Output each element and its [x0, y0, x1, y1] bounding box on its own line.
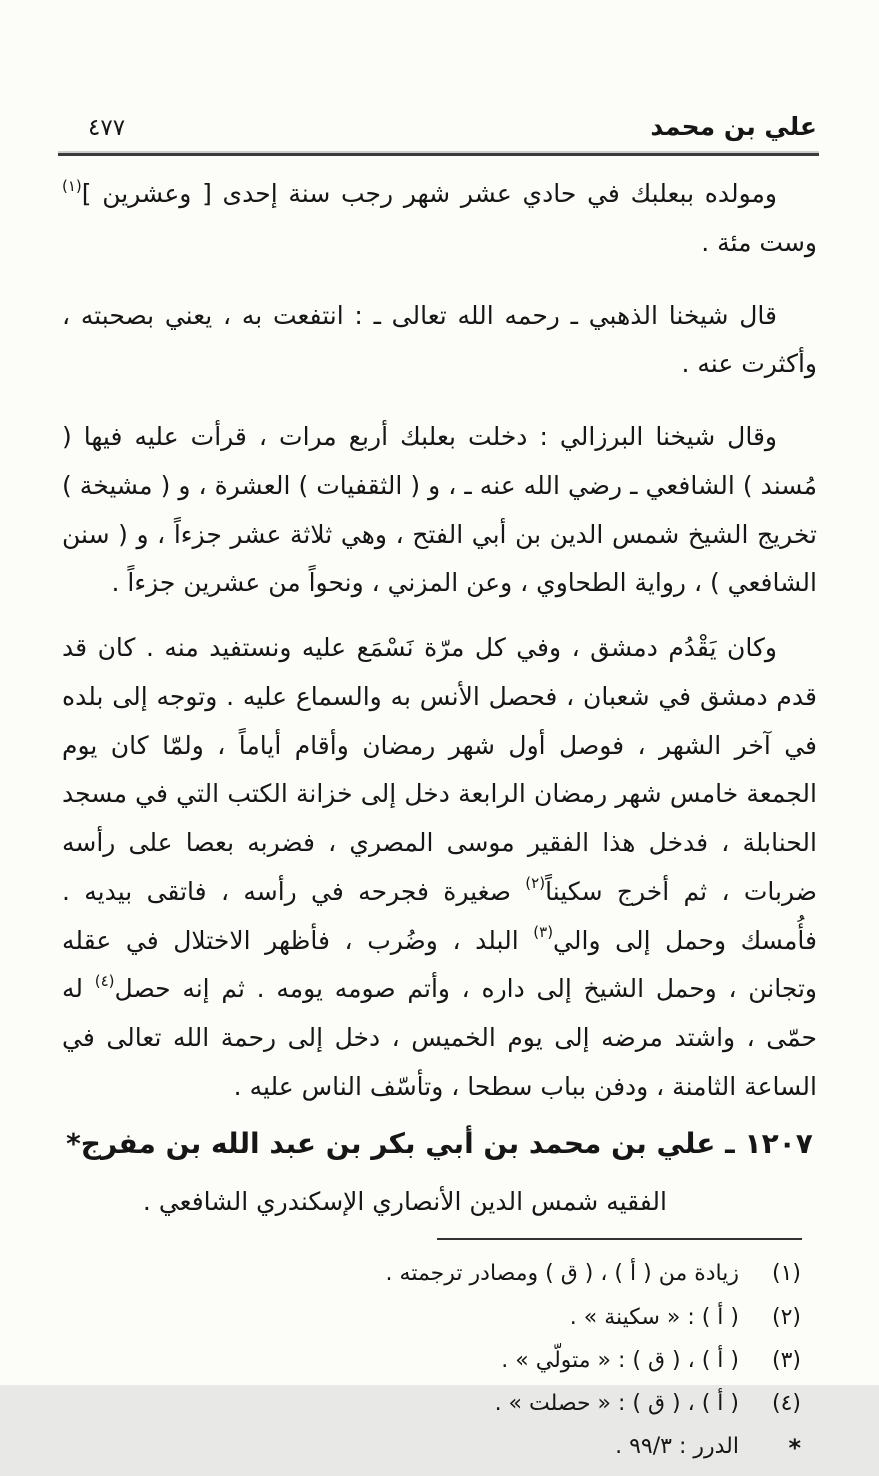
- paragraph: وكان يَقْدُم دمشق ، وفي كل مرّة نَسْمَع عليه ونستفيد منه . كان قد قدم دمشق في شعبان ، فحصل الأنس به والسماع عليه . وتوجه إلى بلده في آخر الشهر ، فوصل أول شهر رمضان وأقام أياماً ، ولمّا كان يوم الجمعة خامس شهر رمضان الرابعة دخل إلى خزانة الكتب التي في مسجد الحنابلة ، فدخل هذا الفقير موسى المصري ، فضربه بعصا على رأسه ضربات ، ثم أخرج سكيناً$^{(٢)}$ صغيرة فجرحه في رأسه ، فاتقى بيديه . فأُمسك وحمل إلى والي$^{(٣)}$ البلد ، وضُرب ، فأظهر الاختلال في عقله وتجانن ، وحمل الشيخ إلى داره ، وأتم صومه يومه . ثم إنه حصل$^{(٤)}$ له حمّى ، واشتد مرضه إلى يوم الخميس ، دخل إلى رحمة الله تعالى في الساعة الثامنة ، ودفن بباب سطحا ، وتأسّف الناس عليه .: [62, 633, 818, 1101]
- footnote-text: الدرر : ٩٩/٣ .: [615, 1434, 739, 1460]
- paragraph: ومولده ببعلبك في حادي عشر شهر رجب سنة إحدى [ وعشرين ]$^{(١)}$ وست مئة .: [62, 176, 817, 257]
- footnote-text: ( أ ) ، ( ق ) : « متولّي » .: [501, 1347, 739, 1373]
- footnote-row: [62, 1386, 801, 1422]
- footnote-row: [62, 1343, 801, 1379]
- footnote-number: (٢): [771, 1304, 801, 1330]
- footnote-text: ( أ ) ، ( ق ) : « حصلت » .: [494, 1391, 739, 1417]
- footnote-reference-marker: (١): [62, 176, 82, 195]
- page-content: [62, 170, 817, 1476]
- running-header-title: علي بن محمد: [650, 112, 817, 141]
- body-paragraphs: [62, 170, 817, 1112]
- entry-subheading: الفقيه شمس الدين الأنصاري الإسكندري الشافعي .: [142, 1187, 667, 1217]
- footnote-row: [62, 1429, 801, 1469]
- footnote-reference-marker: (٤): [94, 971, 115, 990]
- paragraph: قال شيخنا الذهبي ـ رحمه الله تعالى ـ : انتفعت به ، يعني بصحبته ، وأكثرت عنه .: [62, 300, 817, 379]
- footnote-reference-marker: (٢): [525, 874, 546, 893]
- footnote-text: زيادة من ( أ ) ، ( ق ) ومصادر ترجمته .: [385, 1261, 739, 1287]
- footnote-number: (٤): [771, 1391, 801, 1417]
- footnote-number: (٣): [771, 1347, 801, 1373]
- footnote-text: ( أ ) : « سكينة » .: [569, 1304, 739, 1330]
- header-rule: [58, 153, 819, 156]
- footnotes-list: [62, 1256, 817, 1469]
- running-header: [62, 112, 817, 141]
- footnote-reference-marker: (٣): [533, 923, 554, 942]
- page-number: ٤٧٧: [88, 115, 126, 141]
- entry-heading: ١٢٠٧ ـ علي بن محمد بن أبي بكر بن عبد الله بن مفرج*: [66, 1126, 813, 1160]
- paragraph: وقال شيخنا البرزالي : دخلت بعلبك أربع مرات ، قرأت عليه فيها ( مُسند ) الشافعي ـ رضي الله عنه ـ ، و ( الثقفيات ) العشرة ، و ( مشيخة ) تخريج الشيخ شمس الدين بن أبي الفتح ، وهي ثلاثة عشر جزءاً ، و ( سنن الشافعي ) ، رواية الطحاوي ، وعن المزني ، ونحواً من عشرين جزءاً .: [62, 422, 817, 598]
- footnote-number: *: [788, 1434, 801, 1463]
- footnote-number: (١): [771, 1261, 801, 1287]
- footnote-row: [62, 1300, 801, 1336]
- footnote-row: [62, 1256, 801, 1292]
- footnote-separator-rule: [437, 1238, 802, 1240]
